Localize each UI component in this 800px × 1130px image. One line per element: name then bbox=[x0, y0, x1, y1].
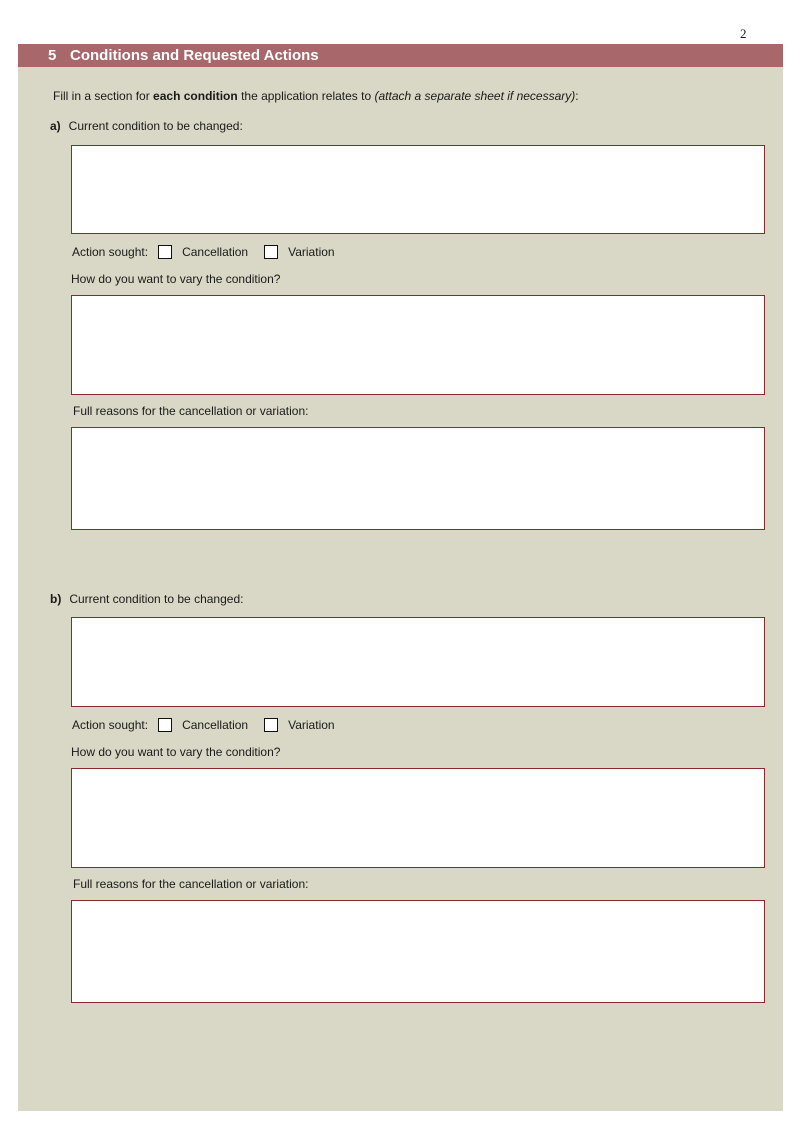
condition-b-letter: b) bbox=[50, 592, 62, 606]
condition-b-variation-label: Variation bbox=[288, 718, 335, 732]
intro-bold: each condition bbox=[153, 89, 238, 103]
intro-part2: the application relates to bbox=[237, 89, 375, 103]
intro-text bbox=[53, 89, 579, 103]
condition-b-variation-checkbox[interactable] bbox=[264, 718, 278, 732]
condition-a-cancellation-checkbox[interactable] bbox=[158, 245, 172, 259]
condition-a-letter: a) bbox=[50, 119, 61, 133]
condition-a-reasons-label: Full reasons for the cancellation or variation: bbox=[73, 404, 309, 418]
condition-a-action-label: Action sought: bbox=[72, 245, 149, 259]
condition-a-vary-field[interactable] bbox=[71, 295, 765, 395]
condition-b-reasons-field[interactable] bbox=[71, 900, 765, 1003]
condition-b-current-field[interactable] bbox=[71, 617, 765, 707]
form-panel bbox=[18, 44, 783, 1111]
condition-a-cancellation-label: Cancellation bbox=[182, 245, 249, 259]
section-number: 5 bbox=[48, 47, 57, 64]
intro-italic: (attach a separate sheet if necessary) bbox=[374, 89, 576, 103]
page-number: 2 bbox=[740, 26, 747, 41]
condition-b-current-text: Current condition to be changed: bbox=[69, 592, 244, 606]
condition-a-reasons-field[interactable] bbox=[71, 427, 765, 530]
section-title: Conditions and Requested Actions bbox=[70, 47, 319, 64]
condition-a-current-field[interactable] bbox=[71, 145, 765, 234]
condition-b-cancellation-checkbox[interactable] bbox=[158, 718, 172, 732]
condition-b-action-label: Action sought: bbox=[72, 718, 149, 732]
condition-b-vary-field[interactable] bbox=[71, 768, 765, 868]
condition-b-reasons-label: Full reasons for the cancellation or variation: bbox=[73, 877, 309, 891]
condition-b-current-label bbox=[50, 592, 243, 606]
condition-a-action-row bbox=[72, 245, 335, 259]
condition-b-action-row bbox=[72, 718, 335, 732]
condition-a-variation-label: Variation bbox=[288, 245, 335, 259]
condition-b-vary-label: How do you want to vary the condition? bbox=[71, 745, 281, 759]
intro-part1: Fill in a section for bbox=[53, 89, 154, 103]
condition-a-variation-checkbox[interactable] bbox=[264, 245, 278, 259]
section-header bbox=[18, 44, 783, 67]
condition-a-current-text: Current condition to be changed: bbox=[68, 119, 243, 133]
condition-a-current-label bbox=[50, 119, 243, 133]
condition-b-cancellation-label: Cancellation bbox=[182, 718, 249, 732]
intro-part3: : bbox=[575, 89, 579, 103]
condition-a-vary-label: How do you want to vary the condition? bbox=[71, 272, 281, 286]
